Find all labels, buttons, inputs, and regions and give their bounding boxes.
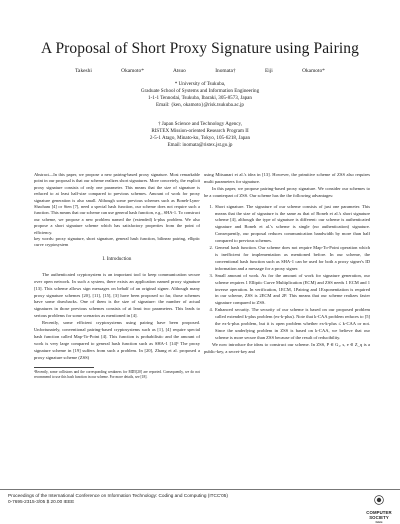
body-paragraph: using Mitsunari et al.'s idea in [13]. However, the primitive scheme of ZSS also requires multi parameters for signature. (204, 172, 370, 184)
affiliation-tsukuba (0, 81, 400, 109)
affiliation-jst (0, 121, 400, 149)
footnote-divider (34, 367, 94, 368)
computer-society-logo (363, 492, 395, 524)
affiliation-line: RISTEX Mission-oriented Research Program II (151, 128, 249, 134)
abstract: Abstract—In this paper, we propose a new pairing-based proxy signature. Most remarkable point in our proposal is that our scheme realizes short signatures. More concretely, the explicit proxy signature consists of only one parameter. This means that the size of signature is reduced to at least half-size compared to previous schemes. Amount of work for proxy signature generation is also small. Although some previous schemes such as Boneh-Lynn-Shacham [4] or Sten [7], need a special hash function, our scheme does not require such a function. This means that our scheme can use general hash function, e.g., SHA-1. To construct our scheme, we propose a new problem named the (extended) k-plus problem. We also propose a short signature scheme which has satisfactory properties from the point of efficiency. (34, 172, 200, 235)
affiliation-line: † Japan Science and Technology Agency, (157, 121, 243, 127)
right-column (204, 172, 370, 356)
computer-society-emblem-icon (374, 495, 384, 505)
author-list (0, 68, 400, 74)
affiliation-line: * University of Tsukuba, (174, 81, 226, 87)
keywords: key words: proxy signature, short signature, general hash function, bilinear pairing, elliptic curve cryptosystem (34, 236, 200, 248)
left-column (34, 172, 200, 380)
affiliation-line: Graduate School of Systems and Information Engineering (140, 88, 260, 94)
intro-paragraph: The authenticated cryptosystem is an important tool to keep communication secure over open network. In such a system, there exists an application named proxy signature [13]. This scheme allows sign messages on behalf of an original signer. Although many proxy signature schemes [20], [11], [15], [3] have been proposed so far, those schemes have some drawbacks. One of them is the size of signature: the number of actual signatures in those previous schemes consists of at least two parameters. This leads to serious problems for some scenarios as mentioned in [4]. (34, 271, 200, 319)
list-item: 4. Enhanced security. The security of our scheme is based on our proposed problem called extended k-plus problem (ex-k-plus). Note that k-CAA problem reduces to [5] the ex-k-plus problem, but it is open problem whether ex-k-plus ≤ k-CAA or not. Since the underlying problem in ZSS is based on k-CAA, we believe that our scheme is more secure than ZSS because of the result of reducibility. (214, 307, 370, 342)
logo-text: COMPUTER (366, 510, 392, 515)
logo-text: SOCIETY (369, 515, 389, 520)
affiliation-email: Email: inomata@ristex.jst.go.jp (167, 142, 233, 148)
footnote: ¹Recently, some collisions and the corresponding weakness for MD5[20] are reported. Consequently, we do not recommend to use this hash function in our scheme. For more details, see [18]. (34, 369, 200, 379)
advantages-list (204, 204, 370, 342)
affiliation-line: 2-5-1 Atago, Minato-ku, Tokyo, 105-6218, Japan (149, 135, 251, 141)
proceedings-line: Proceedings of the International Conference on Information Technology: Coding and Computing (ITCC'05) (8, 493, 228, 498)
intro-paragraph: Recently, some efficient cryptosystems using pairing have been proposed. Unfortunately, conventional pairing-based cryptosystems such as [1], [4] require special hash function called Map-To-Point [4]. This function is probabilistic and the amount of work is very large compared to general hash function such as SHA-1 [14]¹ The proxy signature scheme in [19] suffers from such a problem. In [20], Zhang et al. proposed a proxy signature scheme (ZSS) (34, 320, 200, 360)
body-paragraph: In this paper, we propose pairing-based proxy signature. We consider our schemes to be a counterpart of ZSS. Our scheme has the the following advantages: (204, 185, 370, 198)
author-name: Takeshi Okamoto* (75, 68, 144, 74)
body-paragraph: We now introduce the ideas to construct our scheme. In ZSS, P ∈ G₁, s, e ∈ Z_q is a public-key, a secret-key and (204, 341, 370, 354)
proceedings-footer (8, 493, 228, 505)
paper-title: A Proposal of Short Proxy Signature using Pairing (41, 40, 359, 57)
author-name: Atsuo Inomata† (173, 68, 236, 74)
list-item: 2. General hash function. Our scheme does not require Map-To-Point operation which is inefficient for implementation as mentioned before. In our scheme, the conventional hash function such as SHA-1 can be used for both a proxy signer's ID information and a message for a proxy signer. (214, 245, 370, 273)
affiliation-email: Email: {ken, okamoto}@risk.tsukuba.ac.jp (156, 102, 244, 108)
section-heading-introduction: I. Introduction (102, 256, 132, 262)
isbn-line: 0-7695-2315-3/05 $ 20.00 IEEE (8, 499, 75, 505)
list-item: 1. Short signature. The signature of our scheme consists of just one parameter. This means that the size of signature is the same as that of Boneh et al.'s short signature scheme [4], although the type of signature is different: our scheme is authenticated signature and Boneh et al.'s scheme is single (no authentication) signature. Consequently, our proposal reduces communication bandwidth by more than half compared to previous schemes. (214, 204, 370, 245)
footer-divider (0, 489, 400, 490)
affiliation-line: 1-1-1 Tennodai, Tsukuba, Ibaraki, 305-8573, Japan (148, 95, 252, 101)
logo-text: IEEE (375, 520, 383, 524)
author-name: Eiji Okamoto* (264, 68, 325, 74)
list-item: 3. Small amount of work. As for the amount of work for signature generation, our scheme requires 1 Elliptic Curve Multiplication (ECM) and ZSS needs 1 ECM and 1 inverse operation. In verification, 1ECM, 1Pairing and 1Exponentiation is required in our scheme, ZSS is 2ECM and 2P. This means that our scheme realizes faster signature compared to ZSS. (214, 273, 370, 308)
